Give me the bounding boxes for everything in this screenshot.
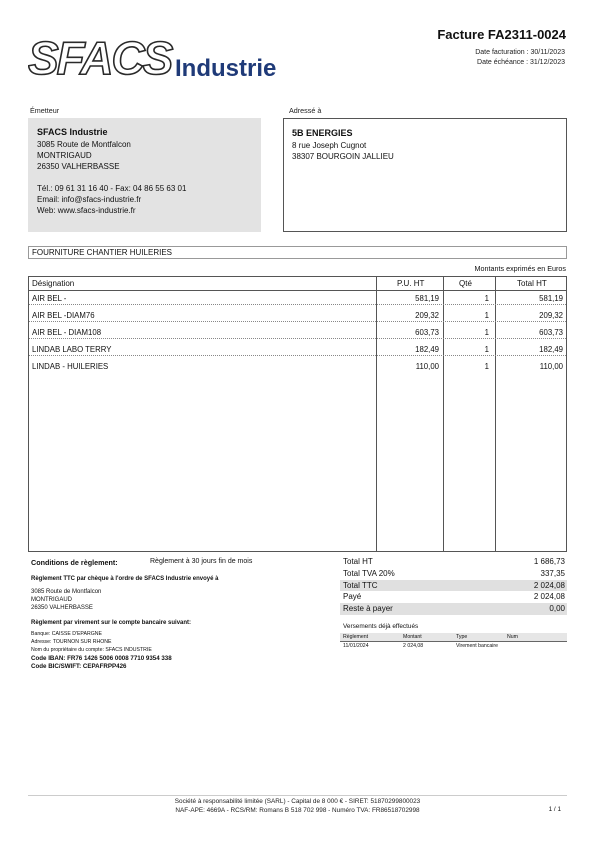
cell-designation: LINDAB LABO TERRY xyxy=(32,345,112,354)
totals-label: Total TVA 20% xyxy=(343,568,395,578)
footer-divider xyxy=(28,795,567,796)
issuer-web: Web: www.sfacs-industrie.fr xyxy=(37,206,136,215)
col-header-total: Total HT xyxy=(517,279,547,288)
cheque-title: Règlement TTC par chèque à l'ordre de SFACS Industrie envoyé à xyxy=(31,576,219,582)
recipient-box xyxy=(283,118,567,232)
col-header-quantity: Qté xyxy=(459,279,472,288)
cell-designation: LINDAB - HUILERIES xyxy=(32,362,109,371)
totals-label: Total HT xyxy=(343,557,373,566)
table-row xyxy=(29,342,566,356)
col-header-unit-price: P.U. HT xyxy=(397,279,425,288)
bic: Code BIC/SWIFT: CEPAFRPP426 xyxy=(31,663,127,670)
table-row xyxy=(29,325,566,339)
logo-mark: SFACS xyxy=(28,34,172,82)
issuer-email: Email: info@sfacs-industrie.fr xyxy=(37,195,142,204)
cell-total: 603,73 xyxy=(539,328,563,337)
recipient-zip-city: 38307 BOURGOIN JALLIEU xyxy=(292,152,394,161)
items-table xyxy=(28,276,567,552)
footer-legal xyxy=(0,797,595,815)
iban: Code IBAN: FR76 1426 5006 0008 7710 9354 338 xyxy=(31,655,172,662)
cell-quantity: 1 xyxy=(484,294,489,303)
payment-conditions-label: Conditions de règlement: xyxy=(31,558,118,567)
payments-made-table xyxy=(340,633,567,651)
cell-total: 182,49 xyxy=(539,345,563,354)
cell-designation: AIR BEL - xyxy=(32,294,67,303)
totals-row xyxy=(340,556,567,568)
footer-line-2: NAF-APE: 4669A - RCS/RM: Romans B 518 702 998 - Numéro TVA: FR86518702998 xyxy=(175,807,420,814)
page-number: 1 / 1 xyxy=(548,806,561,813)
table-row xyxy=(29,359,566,373)
cell-designation: AIR BEL -DIAM76 xyxy=(32,311,95,320)
cell-total: 581,19 xyxy=(539,294,563,303)
cheque-address-line: 3085 Route de Montfalcon xyxy=(31,589,102,595)
cell-quantity: 1 xyxy=(484,345,489,354)
issuer-box xyxy=(28,118,261,232)
payments-header-row xyxy=(340,633,567,642)
cell-unit-price: 581,19 xyxy=(415,294,439,303)
totals-value: 0,00 xyxy=(549,604,565,614)
cell-unit-price: 603,73 xyxy=(415,328,439,337)
bank-name: Banque: CAISSE D'EPARGNE xyxy=(31,631,102,637)
table-row xyxy=(29,308,566,322)
cell-total: 209,32 xyxy=(539,311,563,320)
invoice-due-date: Date échéance : 31/12/2023 xyxy=(477,58,565,66)
totals-value: 1 686,73 xyxy=(533,557,565,566)
totals-row xyxy=(340,568,567,580)
cell-quantity: 1 xyxy=(484,311,489,320)
col-header-designation: Désignation xyxy=(32,279,75,288)
logo-word: Industrie xyxy=(175,55,277,82)
totals-row xyxy=(340,580,567,592)
totals-row xyxy=(340,603,567,615)
currency-note: Montants exprimés en Euros xyxy=(474,264,566,273)
payments-col-num: Num xyxy=(507,634,518,640)
invoice-subject: FOURNITURE CHANTIER HUILERIES xyxy=(28,246,567,259)
payment-type: Virement bancaire xyxy=(456,643,499,649)
issuer-label: Émetteur xyxy=(30,106,60,115)
recipient-label: Adressé à xyxy=(289,106,322,115)
cell-unit-price: 182,49 xyxy=(415,345,439,354)
table-row xyxy=(29,291,566,305)
invoice-date: Date facturation : 30/11/2023 xyxy=(475,49,565,56)
payment-row xyxy=(340,642,567,651)
totals-label: Total TTC xyxy=(343,580,378,590)
totals-label: Payé xyxy=(343,592,362,602)
cheque-address-line: 26350 VALHERBASSE xyxy=(31,605,93,611)
issuer-name: SFACS Industrie xyxy=(37,127,108,137)
issuer-zip-city: 26350 VALHERBASSE xyxy=(37,162,120,171)
totals-value: 2 024,08 xyxy=(533,592,565,602)
cell-unit-price: 110,00 xyxy=(415,362,439,371)
company-logo xyxy=(28,34,288,82)
recipient-address: 8 rue Joseph Cugnot xyxy=(292,141,367,150)
transfer-title: Règlement par virement sur le compte bancaire suivant: xyxy=(31,620,192,626)
bank-codes xyxy=(31,655,172,671)
issuer-address: 3085 Route de Montfalcon xyxy=(37,140,131,149)
totals-block xyxy=(340,556,567,615)
recipient-name: 5B ENERGIES xyxy=(292,128,353,138)
totals-value: 2 024,08 xyxy=(533,580,565,590)
totals-label: Reste à payer xyxy=(343,604,393,614)
payments-col-type: Type xyxy=(456,634,468,640)
cell-designation: AIR BEL - DIAM108 xyxy=(32,328,102,337)
payment-date: 11/01/2024 xyxy=(343,643,369,649)
payments-made-title: Versements déjà effectués xyxy=(343,623,419,630)
bank-details xyxy=(31,631,152,654)
cell-quantity: 1 xyxy=(484,362,489,371)
bank-address: Adresse: TOURNON SUR RHONE xyxy=(31,638,112,645)
cell-quantity: 1 xyxy=(484,328,489,337)
issuer-city: MONTRIGAUD xyxy=(37,151,92,160)
totals-value: 337,35 xyxy=(540,568,565,578)
payments-col-date: Règlement xyxy=(343,634,369,640)
footer-line-1: Société à responsabilité limitée (SARL) - Capital de 8 000 € - SIRET: 51870299800023 xyxy=(174,798,421,805)
payment-amount: 2 024,08 xyxy=(403,643,424,649)
issuer-phone: Tél.: 09 61 31 16 40 - Fax: 04 86 55 63 01 xyxy=(37,184,187,193)
invoice-dates xyxy=(475,48,565,67)
totals-row xyxy=(340,591,567,603)
payment-conditions-value: Règlement à 30 jours fin de mois xyxy=(150,558,253,565)
cell-unit-price: 209,32 xyxy=(415,311,439,320)
cheque-address-line: MONTRIGAUD xyxy=(31,597,72,603)
cheque-address xyxy=(31,588,101,612)
account-holder: Nom du propriétaire du compte: SFACS INDUSTRIE xyxy=(31,646,152,653)
invoice-title: Facture FA2311-0024 xyxy=(437,27,566,42)
cell-total: 110,00 xyxy=(539,362,563,371)
payments-col-amount: Montant xyxy=(403,634,422,640)
